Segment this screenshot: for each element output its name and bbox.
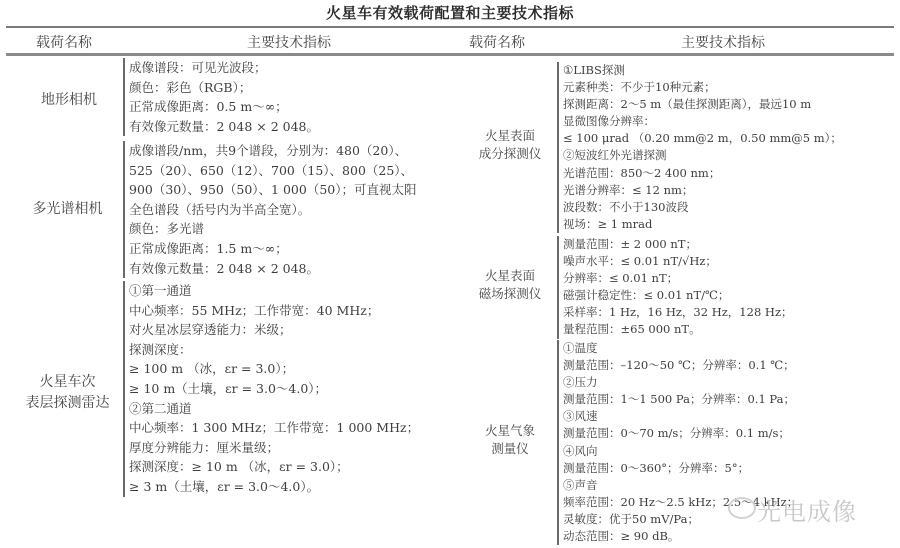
header-rule (6, 53, 894, 56)
spec-line: 颜色：多光谱 (129, 221, 205, 237)
payload-name-composition-detector (470, 127, 550, 163)
payload-name-subsurface-radar (20, 372, 115, 414)
spec-line: 有效像元数量：2 048 × 2 048。 (129, 118, 319, 134)
spec-line: 中心频率：55 MHz；工作带宽：40 MHz； (129, 302, 380, 318)
spec-line: 测量范围：± 2 000 nT； (563, 237, 697, 251)
header-specs-right: 主要技术指标 (681, 35, 765, 51)
spec-line: 厚度分辨能力：厘米量级； (129, 439, 280, 455)
spec-line: 光谱范围：850～2 400 nm； (563, 165, 721, 180)
spec-line: 测量范围：0～70 m/s；分辨率：0.1 m/s； (563, 426, 790, 441)
spec-line: 磁强计稳定性：≤ 0.01 nT/℃； (563, 288, 730, 303)
header-specs-left: 主要技术指标 (247, 35, 331, 51)
payload-name-line: 磁场探测仪 (478, 286, 542, 301)
payload-name-magnetometer (470, 267, 550, 303)
table-title: 火星车有效载荷配置和主要技术指标 (325, 4, 574, 22)
spec-line: 颜色：彩色（RGB）； (129, 79, 252, 95)
spec-line: ≥ 100 m （冰，εr = 3.0）； (129, 361, 295, 377)
spec-line: 成像谱段/nm，共9个谱段，分别为：480（20）、 (129, 143, 408, 158)
spec-line: 动态范围：≥ 90 dB。 (563, 529, 680, 544)
spec-line: 测量范围：1～1 500 Pa；分辨率：0.1 Pa； (563, 392, 795, 407)
spec-line: 探测距离：2～5 m（最佳探测距离），最远10 m (563, 97, 812, 112)
spec-line: 灵敏度：优于50 mV/Pa； (563, 511, 699, 526)
specs-magnetometer (557, 236, 793, 339)
spec-line: ②短波红外光谱探测 (563, 148, 667, 163)
specs-multispectral-camera (123, 141, 416, 278)
spec-line: 正常成像距离：0.5 m～∞； (129, 99, 288, 115)
spec-line: ≥ 10 m（土壤，εr = 3.0～4.0）； (129, 380, 328, 396)
payload-name-line: 火星表面 (484, 268, 535, 283)
watermark-text: 光电成像 (757, 498, 857, 526)
spec-line: ②第二通道 (129, 400, 192, 416)
spec-line: ≥ 3 m（土壤，εr = 3.0～4.0）。 (129, 478, 320, 494)
payload-name-line: 多光谱相机 (32, 201, 103, 217)
spec-line: ①第一通道 (129, 283, 192, 298)
spec-line: 525（20）、650（12）、700（15）、800（25）、 (129, 162, 414, 178)
spec-line: ≤ 100 μrad （0.20 mm@2 m，0.50 mm@5 m）； (563, 131, 842, 146)
top-rule (6, 26, 894, 28)
spec-line: 探测深度：≥ 10 m （冰，εr = 3.0）； (129, 459, 349, 475)
spec-line: 噪声水平：≤ 0.01 nT/√Hz； (563, 254, 717, 269)
header-payload-name-right: 载荷名称 (469, 35, 525, 51)
spec-line: 测量范围：–120～50 ℃；分辨率：0.1 ℃； (563, 358, 795, 373)
spec-line: 频率范围：20 Hz～2.5 kHz；2.5～4 kHz； (563, 494, 799, 509)
payload-name-line: 测量仪 (491, 441, 529, 456)
spec-line: 有效像元数量：2 048 × 2 048。 (129, 260, 319, 276)
payload-name-line: 火星表面 (484, 128, 535, 143)
spec-line: 元素种类：不少于10种元素； (563, 80, 716, 95)
spec-line: 正常成像距离：1.5 m～∞； (129, 240, 288, 256)
spec-line: 成像谱段：可见光波段； (129, 60, 267, 75)
spec-line: 量程范围：±65 000 nT。 (563, 322, 701, 337)
spec-line: 中心频率：1 300 MHz；工作带宽：1 000 MHz； (129, 420, 420, 436)
spec-line: ①LIBS探测 (563, 63, 625, 77)
spec-line: ④风向 (563, 443, 598, 458)
payload-name-multispectral-camera (25, 199, 110, 220)
payload-name-terrain-camera (34, 90, 104, 111)
spec-line: 900（30）、950（50）、1 000（50）；可直视太阳 (129, 182, 417, 198)
spec-line: 光谱分辨率：≤ 12 nm； (563, 182, 694, 197)
spec-line: 探测深度： (129, 341, 192, 357)
header-payload-name-left: 载荷名称 (36, 35, 92, 51)
spec-line: 对火星冰层穿透能力：米级； (129, 322, 292, 338)
payload-name-line: 表层探测雷达 (25, 395, 110, 411)
spec-line: 分辨率：≤ 0.01 nT； (563, 271, 679, 286)
spec-line: ①温度 (563, 341, 598, 355)
spec-line: 显微图像分辨率： (563, 114, 655, 129)
payload-name-line: 地形相机 (41, 92, 97, 108)
payload-name-line: 成分探测仪 (478, 146, 542, 161)
spec-line: 波段数：不小于130波段 (563, 199, 689, 214)
wechat-icon (728, 497, 756, 519)
spec-line: ③风速 (563, 409, 598, 424)
specs-terrain-camera (123, 58, 319, 136)
spec-line: 测量范围：0～360°；分辨率：5°； (563, 460, 750, 475)
spec-line: 采样率：1 Hz，16 Hz，32 Hz，128 Hz； (563, 305, 793, 320)
specs-composition-detector (557, 62, 842, 233)
payload-name-line: 火星车次 (39, 374, 96, 390)
spec-line: ⑤声音 (563, 477, 598, 492)
payload-name-line: 火星气象 (484, 423, 535, 438)
spec-line: 视场：≥ 1 mrad (563, 216, 653, 231)
payload-name-meteorological-station (470, 422, 550, 458)
spec-line: ②压力 (563, 375, 598, 390)
specs-subsurface-radar (123, 281, 419, 497)
spec-line: 全色谱段（括号内为半高全宽）。 (129, 201, 311, 217)
